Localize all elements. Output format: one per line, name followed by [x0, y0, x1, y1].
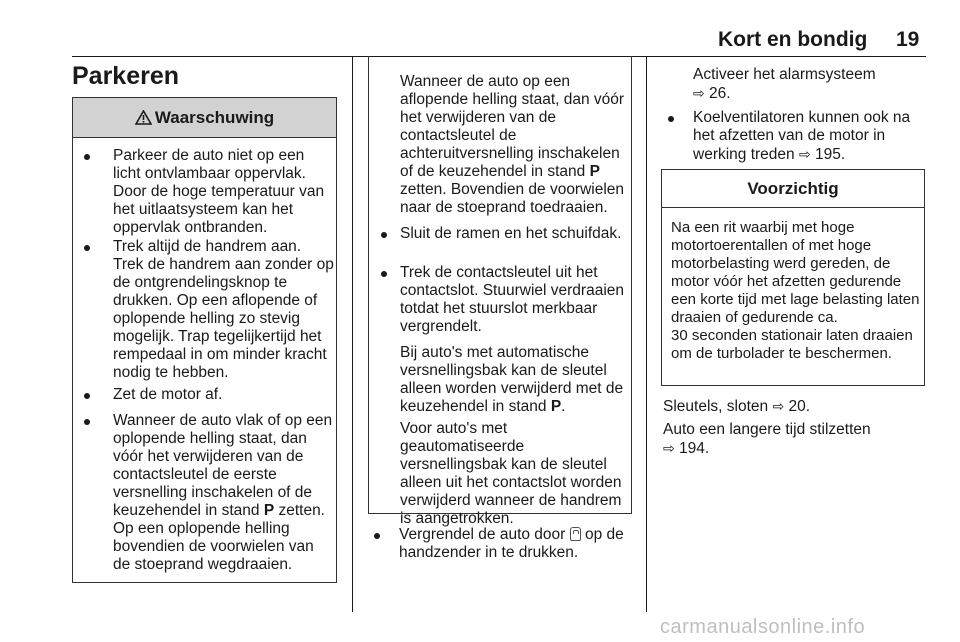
caution-text: Na een rit waarbij met hoge motortoerentallen of met hoge motorbelasting werd gereden, de motor vóór het afzetten gedurende een korte tijd met lage belasting laten draaien of gedurende ca. 30 seconden stationair laten draaien om de turbolader te beschermen. [671, 219, 920, 362]
arrow-right-icon: ⇨ [693, 85, 705, 101]
downhill-instruction: Wanneer de auto op een aflopende helling staat, dan vóór het verwijderen van de contactsleutel de achteruitversnelling inschakelen of de keuzehendel in stand P zetten. Bovendien de voorwielen naar de stoeprand toedraaien. [400, 73, 625, 216]
bullet-dot [84, 245, 90, 251]
bullet-dot [374, 533, 380, 539]
bullet-dot [381, 271, 387, 277]
alarm-reference: Activeer het alarmsysteem ⇨ 26. [693, 66, 876, 102]
watermark: carmanualsonline.info [660, 616, 866, 638]
key-removal-bullet: Trek de contactsleutel uit het contactslot. Stuurwiel verdraaien totdat het stuurslot merkbaar vergrendelt. [381, 264, 629, 336]
arrow-right-icon: ⇨ [798, 146, 811, 162]
running-header-title: Kort en bondig [718, 28, 868, 51]
column-divider-1 [352, 56, 353, 612]
lock-key-icon [570, 527, 581, 541]
warning-bullet-4: Wanneer de auto vlak of op een oplopende helling staat, dan vóór het verwijderen van de contactsleutel de eerste versnelling inschakelen of de keuzehendel in stand P zetten. Op een oplopende helling bovendien de voorwielen van de stoeprand wegdraaien. [84, 412, 334, 574]
storage-reference: Auto een langere tijd stilzetten ⇨ 194. [663, 421, 871, 457]
warning-box-continued [368, 56, 632, 527]
automated-gearbox-note: Voor auto's met geautomatiseerde versnellingsbak kan de sleutel alleen uit het contactslot worden verwijderd wanneer de handrem is aangetrokken. [400, 420, 622, 527]
warning-bullet-2: Trek altijd de handrem aan. Trek de handrem aan zonder op de ontgrendelingsknop te drukken. Op een aflopende of oplopende helling zo stevig mogelijk. Trap tegelijkertijd het rempedaal in om minder kracht nodig te hebben. [84, 238, 334, 382]
windows-bullet: Sluit de ramen en het schuifdak. [381, 225, 629, 243]
warning-box [72, 97, 337, 583]
caution-box-header [662, 170, 924, 208]
warning-bullet-3: Zet de motor af. [84, 386, 334, 404]
arrow-right-icon: ⇨ [663, 440, 675, 456]
bullet-dot [381, 232, 387, 238]
bullet-dot [84, 419, 90, 425]
automatic-gearbox-note: Bij auto's met automatische versnellingsbak kan de sleutel alleen worden verwijderd met de keuzehendel in stand P. [400, 344, 624, 415]
page-number: 19 [896, 28, 920, 51]
arrow-right-icon: ⇨ [772, 398, 785, 414]
bullet-dot [84, 393, 90, 399]
bullet-dot [668, 116, 674, 122]
warning-box-title: Waarschuwing [154, 107, 275, 127]
cooling-fans-bullet: Koelventilatoren kunnen ook na het afzetten van de motor in werking treden ⇨ 195. [668, 109, 926, 164]
caution-box-title: Voorzichtig [747, 178, 839, 198]
caution-box [661, 169, 925, 386]
bullet-dot [84, 154, 90, 160]
section-title: Parkeren [72, 62, 180, 90]
warning-triangle-icon [135, 110, 152, 125]
keys-locks-reference: Sleutels, sloten ⇨ 20. [663, 398, 811, 415]
column-divider-2 [646, 56, 647, 612]
warning-box-header [73, 98, 336, 138]
warning-bullet-1: Parkeer de auto niet op een licht ontvlambaar oppervlak. Door de hoge temperatuur van het uitlaatsysteem kan het oppervlak ontbranden. [84, 147, 334, 237]
lock-vehicle-bullet: Vergrendel de auto door op de handzender in te drukken. [374, 526, 636, 562]
